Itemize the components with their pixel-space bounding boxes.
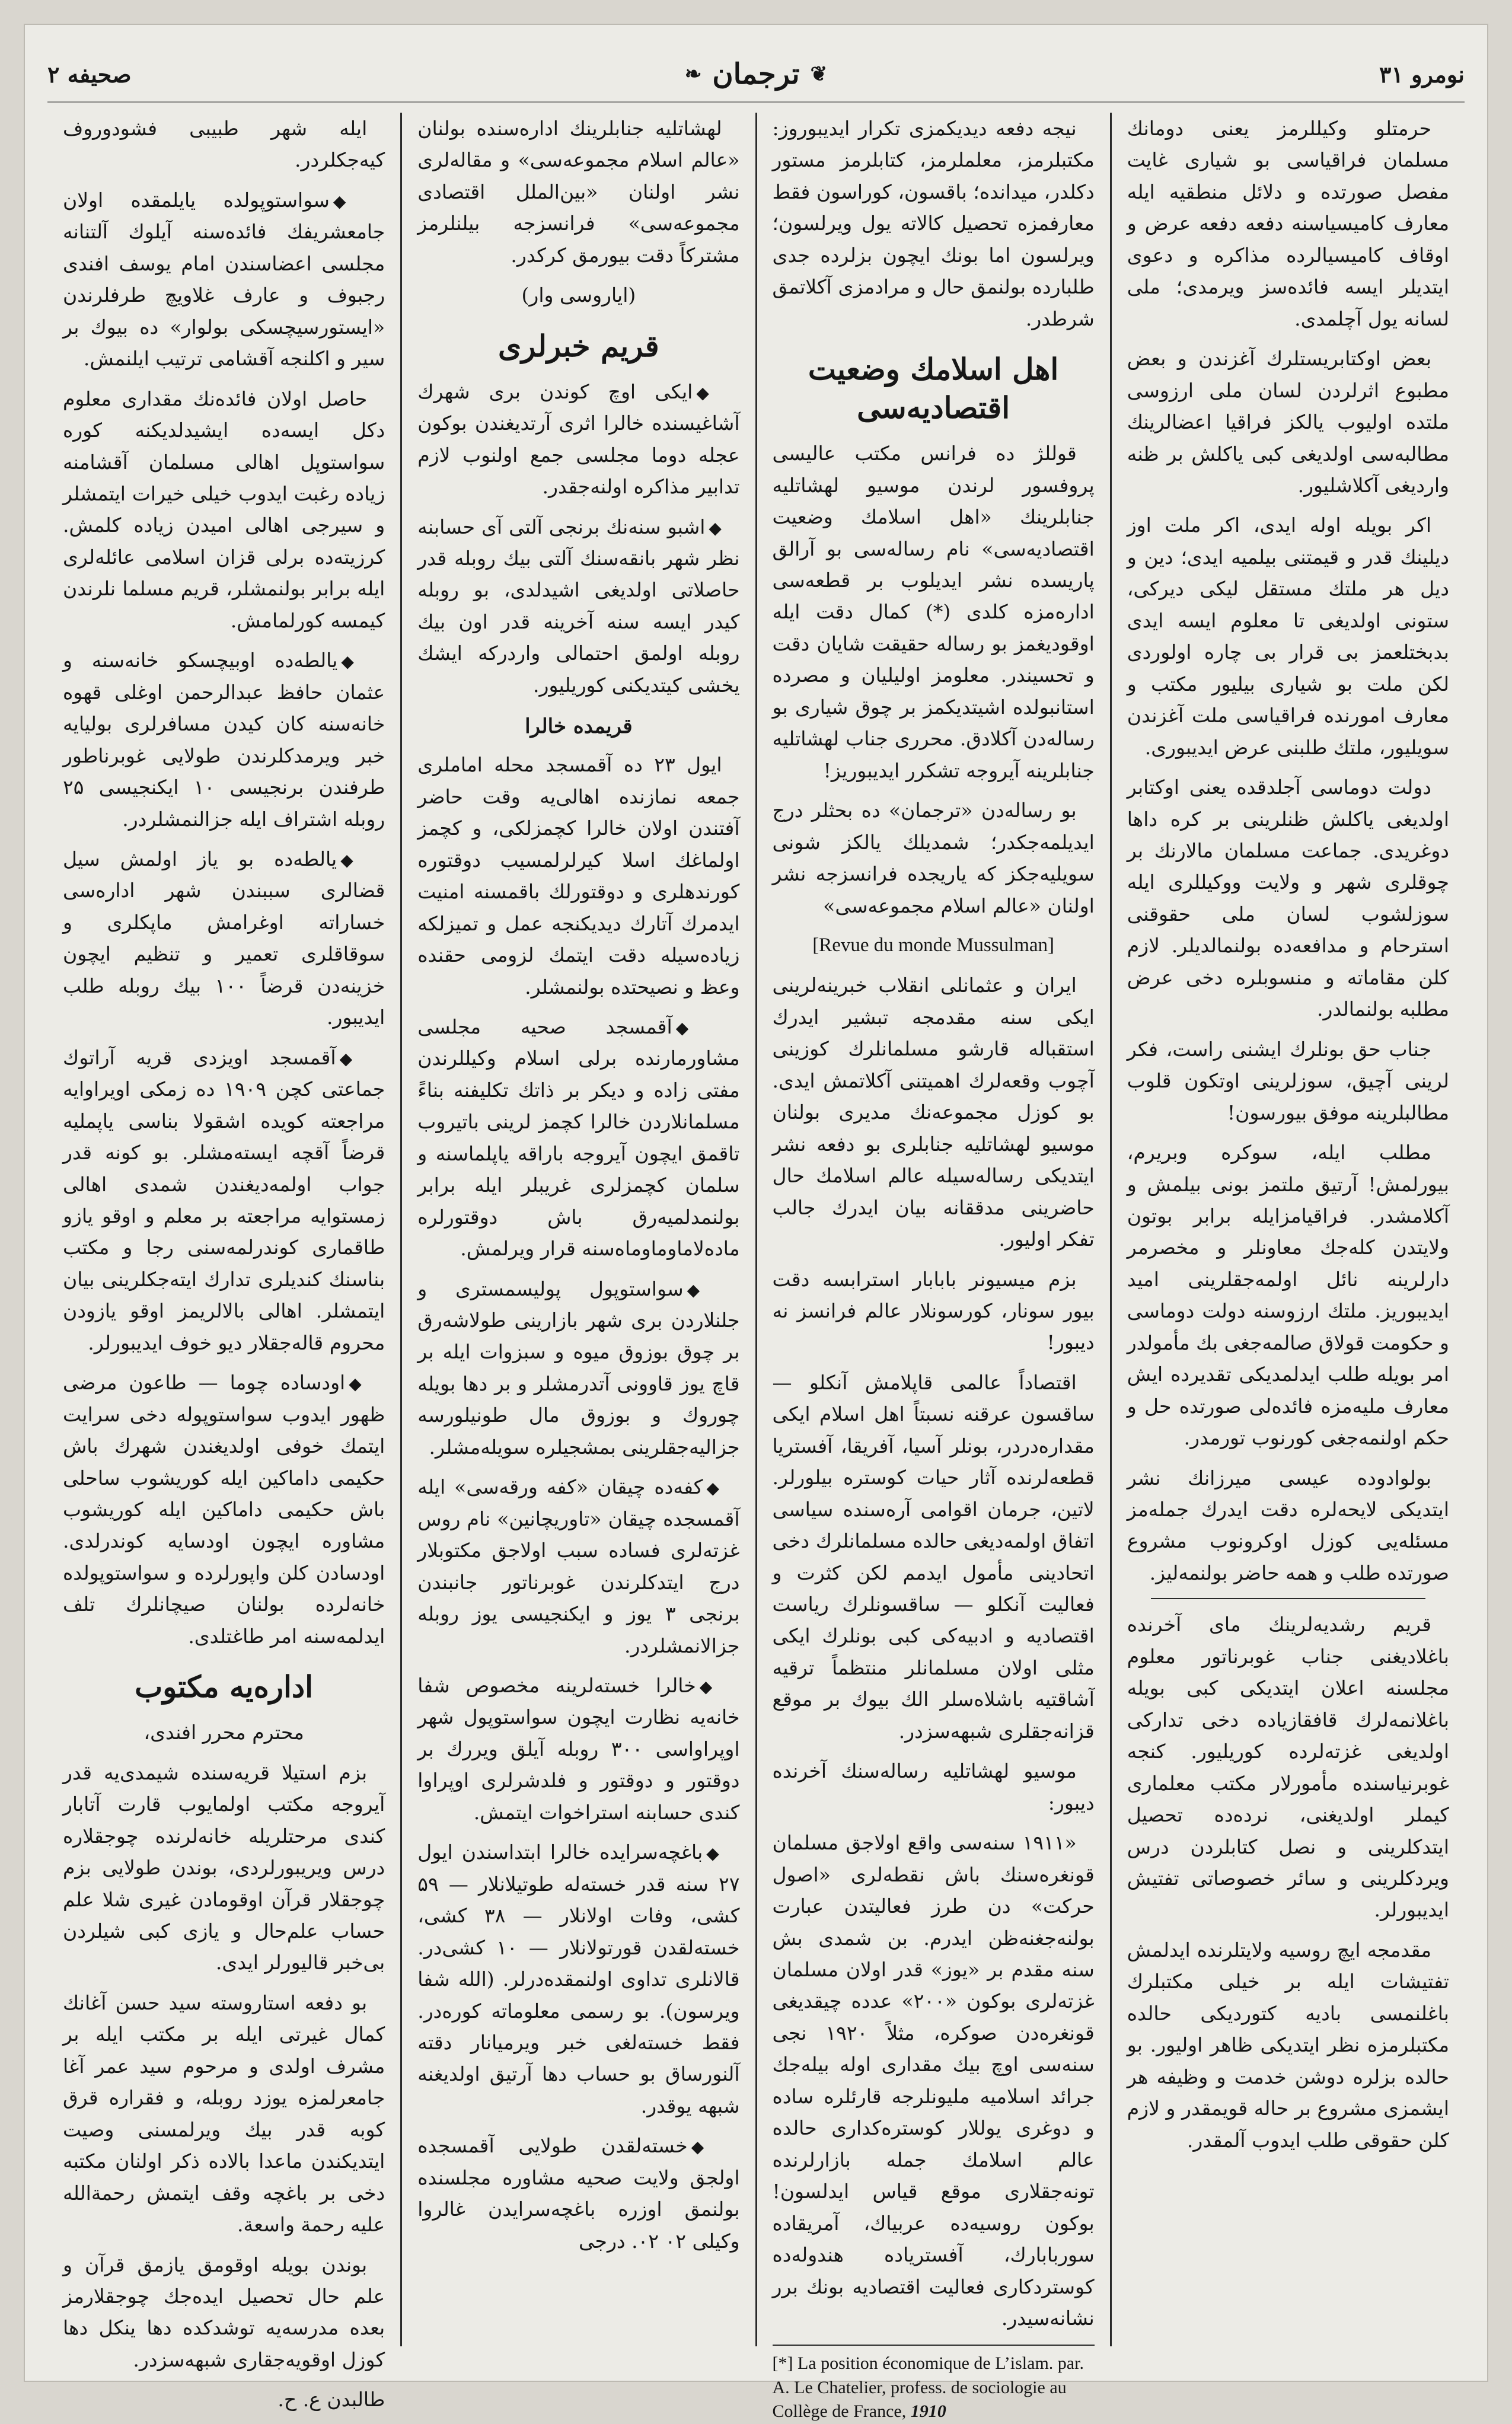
article-heading-economy: اهل اسلامك وضعیت اقتصادیه‌سی xyxy=(808,352,1059,426)
paragraph: حاصل اولان فائده‌نك مقداری معلوم دکل ایسه‌ده ایشیدلدیکنه کوره سواستوپل اهالی مسلمان آقشامنه زیاده رغبت ایدوب خیلی خیرات ایتمشلر و سیرجی اهالی امیدن زیاده کلمش. کرزیته‌ده برلی قزان اسلامی عائله‌لری ایله برابر بولنمشلر، قریم مسلما نلرندن کیمسه کورلمامش. xyxy=(63,387,385,632)
footnote-text: La position économique de L’islam. par. A. Le Chatelier, profess. de sociologie au Collège de France, xyxy=(772,2353,1084,2422)
bullet-icon: ◆ xyxy=(339,1048,368,1069)
newspaper-title xyxy=(685,58,827,91)
news-item-text: اودساده چوما — طاعون مرضی ظهور ایدوب سواستوپوله دخی سرایت ایتمك خوفی اولدیغندن شهرك باش حکیمی داماکین ایله کوریشوب ساحلی باش حکیمی داماکین ایله کوریشوب مشاوره ایچون اودسایه کوندرلدی. اودسادن کلن واپورلرده و سواستوپولده خانه‌لرده بولنان صیچانلرك تلف ایدلمه‌سنه امر طاغتلدی. xyxy=(63,1371,385,1648)
paragraph: قریم رشدیه‌لرینك مای آخرنده باغلادیغنی جناب غوبرناتور معلوم مجلسنه اعلان ایتدیکی کبی بویله باغلانمه‌لرك قافقازیاده دخی تدارکی اولدیغی غزته‌لرده کوریلیور. کنجه غوبرنیاسنده مأمورلار مکتب معلماری کیملر اولدیغنی، نرده‌ده تحصیل ایتدکلرینی و نصل کتابلردن درس ویردکلرینی و سائر خصوصاتی تفتیش ایدیبورلر. xyxy=(1127,1613,1449,1922)
news-item-text: آقمسجد صحیه مجلسی مشاورمارنده برلی اسلام وکیللرندن مفتی زاده و دیکر بر ذاتك تکلیفنه بناءً مسلمانلاردن خالرا کچمز لرینی باتیروب تاقمق ایچون آیروجه باراقه یاپلماسنه و سلمان کچمزلری غریبلر ایله برابر بولنمدلمیه‌رق باش دوقتورلره ماده‌لاماوماوماه‌سنه قرار ویرلمش. xyxy=(417,1015,740,1261)
column-1 xyxy=(1110,113,1465,2346)
bullet-icon: ◆ xyxy=(333,191,368,211)
news-item-text: خالرا خسته‌لرینه مخصوص شفا خانه‌یه نظارت ایچون سواستوپول شهر اوپراواسی ۳۰۰ روبله آیلق ویررك بر دوقتور و دوقتور و فلدشرلری اوپراوا کندی حسابنه استراخوات ایتمش. xyxy=(417,1674,740,1824)
letter-signature: طالبدن ع. ح. xyxy=(277,2388,385,2412)
page-number: صحیفه ۲ xyxy=(47,60,132,88)
paragraph: بو دفعه استاروسته سید حسن آغانك کمال غیرتی ایله بر مکتب ایله بر مشرف اولدی و مرحوم سید عمر آغا جامعرلمزه یوزد روبله، و فقراره قرق کوبه قدر بیك ویرلمسنی وصیت ایتدیکندن ماعدا بالاده ذکر اولنان مکتبه دخی بر باغچه وقف ایتمش رحمةالله علیه رحمة واسعة. xyxy=(63,1991,385,2237)
issue-number: نومرو ۳۱ xyxy=(1379,60,1465,88)
bullet-icon: ◆ xyxy=(675,1018,722,1038)
paragraph: مطلب ایله، سوکره وبریرم، بیورلمش! آرتیق ملتمز بونی بیلمش و آکلامشدر. فراقیامزایله برابر بوتون ولایتدن کله‌جك معاونلر و مخصرمر دارلرینه نائل اولمه‌جقلرینی امید ایدیبوریز. ملتك ارزوسنه دولت دوماسی و حکومت قولاق صالمه‌جغی بك مأمولدر امر بویله طلب ایدلمدیکی تقدیرده ایش معارف ملیه‌مزه فائده‌لی صورتده حل و حکم اولنمه‌جغی کورنوب تورمدر. xyxy=(1127,1141,1449,1450)
journal-title-latin: [Revue du monde Mussulman] xyxy=(812,934,1055,956)
paragraph: مقدمجه ایچ روسیه ولایتلرنده ایدلمش تفتیشات ایله بر خیلی مکتبلرك باغلنمسی بادیه کتوردیکی حالده مکتبلرمزه نظر ایتدیکی ظاهر اولیور. بو حالده بزلره دوشن خدمت و وظیفه هر ایشمزی مشروع بر حاله قویمقدر و لازم کلن حقوقی طلب ایدوب آلمقدر. xyxy=(1127,1938,1449,2152)
paragraph: اکر بویله اوله ایدی، اکر ملت اوز دیلینك قدر و قیمتنی بیلمیه ایدی؛ دین و دیل هر ملتك مستقل لیکی دیرکی، ستونی اولدیغی تا معلوم ایسه ایدی بدبختلعمز بی قرار بی چاره اولوردی لکن ملت بو شیاری بیلیور مکتب و معارف امورنده فراقیاسی ملت آغزندن سویلیور، ملتك طلبنی عرض ایدیبوری. xyxy=(1127,513,1449,759)
continued-note: (ایاروسی وار) xyxy=(521,283,636,307)
paragraph: ایله شهر طبیبی فشودوروف کیه‌جکلردر. xyxy=(63,117,385,172)
divider xyxy=(1151,1598,1425,1599)
article-columns xyxy=(47,113,1465,2422)
news-item-text: کفه‌ده چیقان «کفه ورقه‌سی» ایله آقمسجده چیقان «تاوریچانین» نام روس غزته‌لری فساده سبب اولاجق مکتوبلار درج ایتدکلرندن غوبرناتور جانبندن برنجی ۳ یوز و ایکنجیسی یوز روبله جزالانمشلردر. xyxy=(417,1475,740,1657)
bullet-icon: ◆ xyxy=(709,518,722,538)
column-2 xyxy=(755,113,1110,2422)
section-heading-crimea-news: قریم خبرلری xyxy=(498,328,659,363)
news-item xyxy=(417,1273,739,1463)
news-item-text: سواستوپول پولیسمستری و جلنلاردن بری شهر بازارینی طولاشه‌رق بر چوق بوزوق میوه و سبزوات ایله بر قاچ یوز قاوونی آتدرمشلر و بر دها بویله چوروك و بوزوق مال طونیلورسه جزالیه‌جقلرینی بمشجیلره سویله‌مشلر. xyxy=(417,1277,740,1459)
news-item-text: آقمسجد اویزدی قریه آراتوك جماعتی کچن ۱۹۰۹ ده زمکی اویراوایه مراجعته کویده اشقولا بناسی یاپملیه قرضاً آقچه ایسته‌مشلر. بو کونه قدر جواب اولمه‌دیغندن شمدی اهالی زمستوایه مراجعته بر معلم و اوقو یازو طاقماری کوندرلمه‌سنی رجا و مکتب بناسنك کندیلری تدارك ایته‌جکلرینی بیان ایتمشلر. اهالی بالالریمز اوقو یازودن محروم قاله‌جقلار دیو خوف ایدیبورلر. xyxy=(63,1045,385,1354)
letter-salutation: محترم محرر افندی، xyxy=(143,1721,304,1744)
paragraph: بوندن بویله اوقومق یازمق قرآن و علم حال تحصیل ایده‌جك چوجقلارمز بعده مدرسه‌یه توشدکده دها ینکل دها کوزل اوقویه‌جقاری شبهه‌سزدر. xyxy=(63,2253,385,2371)
bullet-icon: ◆ xyxy=(691,2137,722,2157)
news-item-text: اشبو سنه‌نك برنجی آلتی آی حسابنه نظر شهر بانقه‌سنك آلتی بیك روبله قدر حاصلاتی اولدیغی اشیدلدی، بو روبله کیدر ایسه سنه آخرینه قدر اون بیك روبله اولمق احتمالی واردرکه ایشك یخشی کیتدیکنی کوریلیور. xyxy=(417,515,740,697)
newspaper-page xyxy=(24,24,1488,2422)
news-item-text: یالطه‌ده اوبیچسکو خانه‌سنه و عثمان حافظ عبدالرحمن اوغلی قهوه خانه‌سنه کان کیدن مسافرلری بولیایه خبر ویرمدکلرندن طولایی غوبرناطور طرفندن برنجیسی ۱۰ ایکنجیسی ۲۵ روبله اشتراف ایله جزالنمشلردر. xyxy=(63,649,385,831)
footnote xyxy=(773,2345,1095,2424)
bullet-icon: ◆ xyxy=(349,1374,368,1394)
bullet-icon: ◆ xyxy=(341,652,368,672)
column-3 xyxy=(400,113,755,2346)
news-item xyxy=(63,843,385,1034)
section-heading-letter: اداره‌یه مکتوب xyxy=(135,1669,314,1705)
news-item xyxy=(417,2130,739,2257)
news-item xyxy=(417,1836,739,2122)
paragraph: ایران و عثمانلی انقلاب خبرینه‌لرینی ایکی سنه مقدمجه تبشیر ایدرك استقباله قارشو مسلمانلرك کوزینی آچوب وقعه‌لرك اهمیتنی آکلاتمش ایدی. بو کوزل مجموعه‌نك مدیری بولنان موسیو لهشاتلیه جنابلری بو دفعه نشر ایتدیکی رساله‌سیله عالم اسلامك حال حاضرینی مدققانه بیان ایدرك جالب تفکر اولیور. xyxy=(772,974,1095,1251)
news-item xyxy=(417,511,739,701)
bullet-icon: ◆ xyxy=(687,1280,722,1300)
masthead xyxy=(47,47,1465,103)
news-item xyxy=(417,1011,739,1265)
news-item xyxy=(417,1471,739,1661)
bullet-icon: ◆ xyxy=(340,850,368,870)
bullet-icon: ◆ xyxy=(706,1478,722,1498)
paragraph: نیجه دفعه دیدیکمزی تکرار ایدیبوروز: مکتبلرمز، معلملرمز، کتابلرمز مستور دکلدر، میدانده؛ باقسون، کوراسون فقط معارفمزه تحصیل کالاته یول ویرلسون؛ ویرلسون اما بونك ایچون بزلرده جدی طلبارده بولنمق حال و مرادمزی آکلاتمق شرطدر. xyxy=(772,117,1095,330)
bullet-icon: ◆ xyxy=(699,1677,722,1697)
paragraph: لهشاتلیه جنابلرینك اداره‌سنده بولنان «عالم اسلام مجموعه‌سی» و مقاله‌لری نشر اولنان «بین‌الملل اقتصادی مجموعه‌سی» فرانسزجه بیلنلرمز مشترکاً دقت بیورمق کرکدر. xyxy=(417,117,740,267)
paragraph: قوللژ ده فرانس مکتب عالیسی پروفسور لرندن موسیو لهشاتلیه جنابلرینك «اهل اسلامك وضعیت اقتصادیه‌سی» نام رساله‌سی بو آرالق پاریسده نشر ایدیلوب بر قطعه‌سی اداره‌مزه کلدی (*) کمال دقت ایله اوقودیغمز بو رساله حقیقت شایان دقت و تحسیندر. معلومز اولیلیان و مصرده استانبولده اشیتدیکمز بر چوق شیاری بو رساله‌دن آکلادق. محرری جناب لهشاتلیه جنابلرینه آیروجه تشکرر ایدیبوریز! xyxy=(772,442,1095,782)
subheading-cholera: قریمده خالرا xyxy=(525,715,633,739)
paragraph: بولوادوده عیسی میرزانك نشر ایتدیکی لایحه‌لره دقت ایدرك جمله‌مز مسئله‌یی کوزل اوکرونوب مشروع صورتده طلب و همه حاضر بولنمه‌لیز. xyxy=(1127,1466,1449,1584)
news-item-text: خسته‌لقدن طولایی آقمسجده اولجق ولایت صحیه مشاوره مجلسنده بولنمق اوزره باغچه‌سرایدن غالروا وکیلی ۰۲ ۰۲. درجی xyxy=(417,2134,740,2253)
newspaper-title-text: ترجمان xyxy=(712,58,800,91)
news-item xyxy=(63,1367,385,1652)
paragraph: اقتصاداً عالمی قاپلامش آنکلو — ساقسون عرقنه نسبتاً اهل اسلام ایکی مقداره‌دردر، بونلر آسیا، آفریقا، آفستریا قطعه‌لرنده آثار حیات کوستره بیلورلر. لاتین، جرمان اقوامی آره‌سنده سیاسی اتفاق اولمه‌دیغی حالده مسلمانلرك دخی اتحادینی مأمول ایدمم لکن کثرت و فعالیت آنکلو — ساقسونلرك ریاست اقتصادیه و ادبیه‌کی کبی بونلرك ایکی مثلی اولان مسلمانلر منتظماً ترقیه آشاقتیه باشلاه‌سلر الك بیوك بر موقع قزانه‌جقلری شبهه‌سزدر. xyxy=(772,1370,1095,1743)
news-item-text: یالطه‌ده بو یاز اولمش سیل قضالری سببندن شهر اداره‌سی خساراته اوغرامش ماپکلری و سوقاقلری تعمیر و تنظیم ایچون خزینه‌دن قرضاً ۱۰۰ بیك روبله طلب ایدیبور. xyxy=(63,847,385,1029)
bullet-icon: ◆ xyxy=(706,1843,722,1864)
paragraph: بو رساله‌دن «ترجمان» ده بحثلر درج ایدیلمه‌جکدر؛ شمدیلك یالکز شونی سویلیه‌جکز که یاریجده فرانسزجه نشر اولنان «عالم اسلام مجموعه‌سی» xyxy=(772,799,1095,917)
paragraph: ایول ۲۳ ده آقمسجد محله اماملری جمعه نمازنده اهالی‌یه وقت حاضر آفتندن اولان خالرا کچمزلکی، و کچمز اولماغك اسلا کیرلرلمسیب دوقتوره کورندهلری و دوقتورلك باقمسنه امنیت ایدمرك آتارك دیدیکنجه عمل و تمیزلکه زیاده‌سیله دقت ایتمك لزومی حقنده وعظ و نصیحتده بولنمشلر. xyxy=(417,753,740,999)
paragraph: بزم میسیونر بابابار استرابسه دقت بیور سونار، کورسونلار عالم فرانسز نه دیبور! xyxy=(772,1267,1095,1354)
paragraph: موسیو لهشاتلیه رساله‌سنك آخرنده دیبور: xyxy=(772,1759,1095,1814)
ornament-right-icon: ❦ xyxy=(810,62,828,86)
paragraph: بزم استیلا قریه‌سنده شیمدی‌یه قدر آیروجه مکتب اولمایوب قارت آتابار کندی مرحتلریله خانه‌لرنده چوجقلاره درس ویریبورلردی، بوندن طولایی بزم چوجقلار قرآن اوقومادن غیری شلا علم حساب علم‌حال و یازی کبی شیلردن بی‌خبر قالیورلر ایدی. xyxy=(63,1760,385,1975)
news-item xyxy=(63,1042,385,1359)
footnote-year: 1910 xyxy=(910,2401,946,2422)
news-item-text: باغچه‌سرایده خالرا ابتداسندن ایول ۲۷ سنه قدر خسته‌له طوتیلانلار — ۵۹ کشی، وفات اولانلار — ۳۸ کشی، خسته‌لقدن قورتولانلار — ۱۰ کشی‌در. قالانلری تداوی اولنمقده‌درلر. (الله شفا ویرسون). بو رسمی معلوماته کوره‌در. فقط خسته‌لغی خبر ویرمیانار دقته آلنورساق بو حساب دها آرتیق اولدیغنه شبهه یوقدر. xyxy=(417,1841,740,2117)
news-item-text: ایکی اوچ کوندن بری شهرك آشاغیسنده خالرا اثری آرتدیغندن بوکون عجله دوما مجلسی جمع اولنوب لازم تدابیر مذاکره اولنه‌جقدر. xyxy=(417,379,740,499)
ornament-left-icon: ❧ xyxy=(684,62,702,86)
paragraph: جناب حق بونلرك ایشنی راست، فکر لرینی آچیق، سوزلرینی اوتکون قلوب مطالبلرینه موفق بیورسون! xyxy=(1127,1037,1449,1124)
news-item xyxy=(417,1670,739,1828)
news-item-text: سواستوپولده یایلمقده اولان جامعشریفك فائده‌سنه آیلوك آلتنانه مجلسی اعضاسندن امام یوسف افندی رجبوف و عارف غلاویچ طرفلرندن «ایستورسیچسکی بولوار» ده بیوك بر سیر و اکلنجه آقشامی ترتیب ایلنمش. xyxy=(63,188,385,371)
bullet-icon: ◆ xyxy=(696,382,722,403)
paragraph: «۱۹۱۱ سنه‌سی واقع اولاجق مسلمان قونغره‌سنك باش نقطه‌لری «اصول حرکت» دن طرز فعالیتدن عبارت بولنه‌جغنه‌ظن ایدرم. بن شمدی بش سنه مقدم بر «یوز» قدر اولان مسلمان غزته‌لری بوکون «۲۰۰» عدده چیقدیغی قونغره‌دن صوکره، مثلاً ۱۹۲۰ نجی سنه‌سی اوچ بیك مقداری اوله بیله‌جك جرائد اسلامیه ملیونلرجه قارئلره ساده و دوغری یوللار کوستره‌کداری حالده عالم اسلامك جمله بازارلرنده تونه‌جقلاری موقع قیاس ایدلسون! بوکون روسیه‌ده عربیاك، آمریقاده سوربابارك، آفستریاده هندوله‌ده کوستردکاری فعالیت اقتصادیه بونك برر نشانه‌سیدر. xyxy=(772,1831,1095,2330)
paragraph: حرمتلو وکیللرمز یعنی دومانك مسلمان فراقیاسی بو شیاری غایت مفصل صورتده و دلائل منطقیه ایله معارف کامیسیاسنه دفعه دفعه عرض و اوقاف کامیسیالرده مذاکره و دعوی ایتدیلر ایسه فائده‌سز ویرمدی؛ ملی لسانه یول آچلمدی. xyxy=(1127,117,1449,330)
news-item xyxy=(63,184,385,375)
footnote-mark: [*] xyxy=(772,2353,793,2374)
column-4 xyxy=(47,113,400,2412)
paragraph: دولت دوماسی آجلدقده یعنی اوکتابر اولدیغی یاکلش ظنلرینی بر کره داها دوغریدی. جماعت مسلمان مالارنك بر چوقلری شهر و ولایت ووکیللری ایله سوزلشوب لسان ملی حقوقنی استرحام و مدافعه‌ده بولنمالدیلر. لازم کلن مقاماته و منسوبلره دخی عرض مطلبه بولنمالدر. xyxy=(1127,776,1449,1021)
news-item xyxy=(63,645,385,835)
paragraph: بعض اوکتابریستلرك آغزندن و بعض مطبوع اثرلردن لسان ملی ارزوسی ملتده اولیوب یالکز فراقیا اعضالرینك مطالبه‌سی اولدیغی کبی یاکلش بر ظنه واردیغی آکلاشلیور. xyxy=(1127,347,1449,497)
news-item xyxy=(417,376,739,503)
